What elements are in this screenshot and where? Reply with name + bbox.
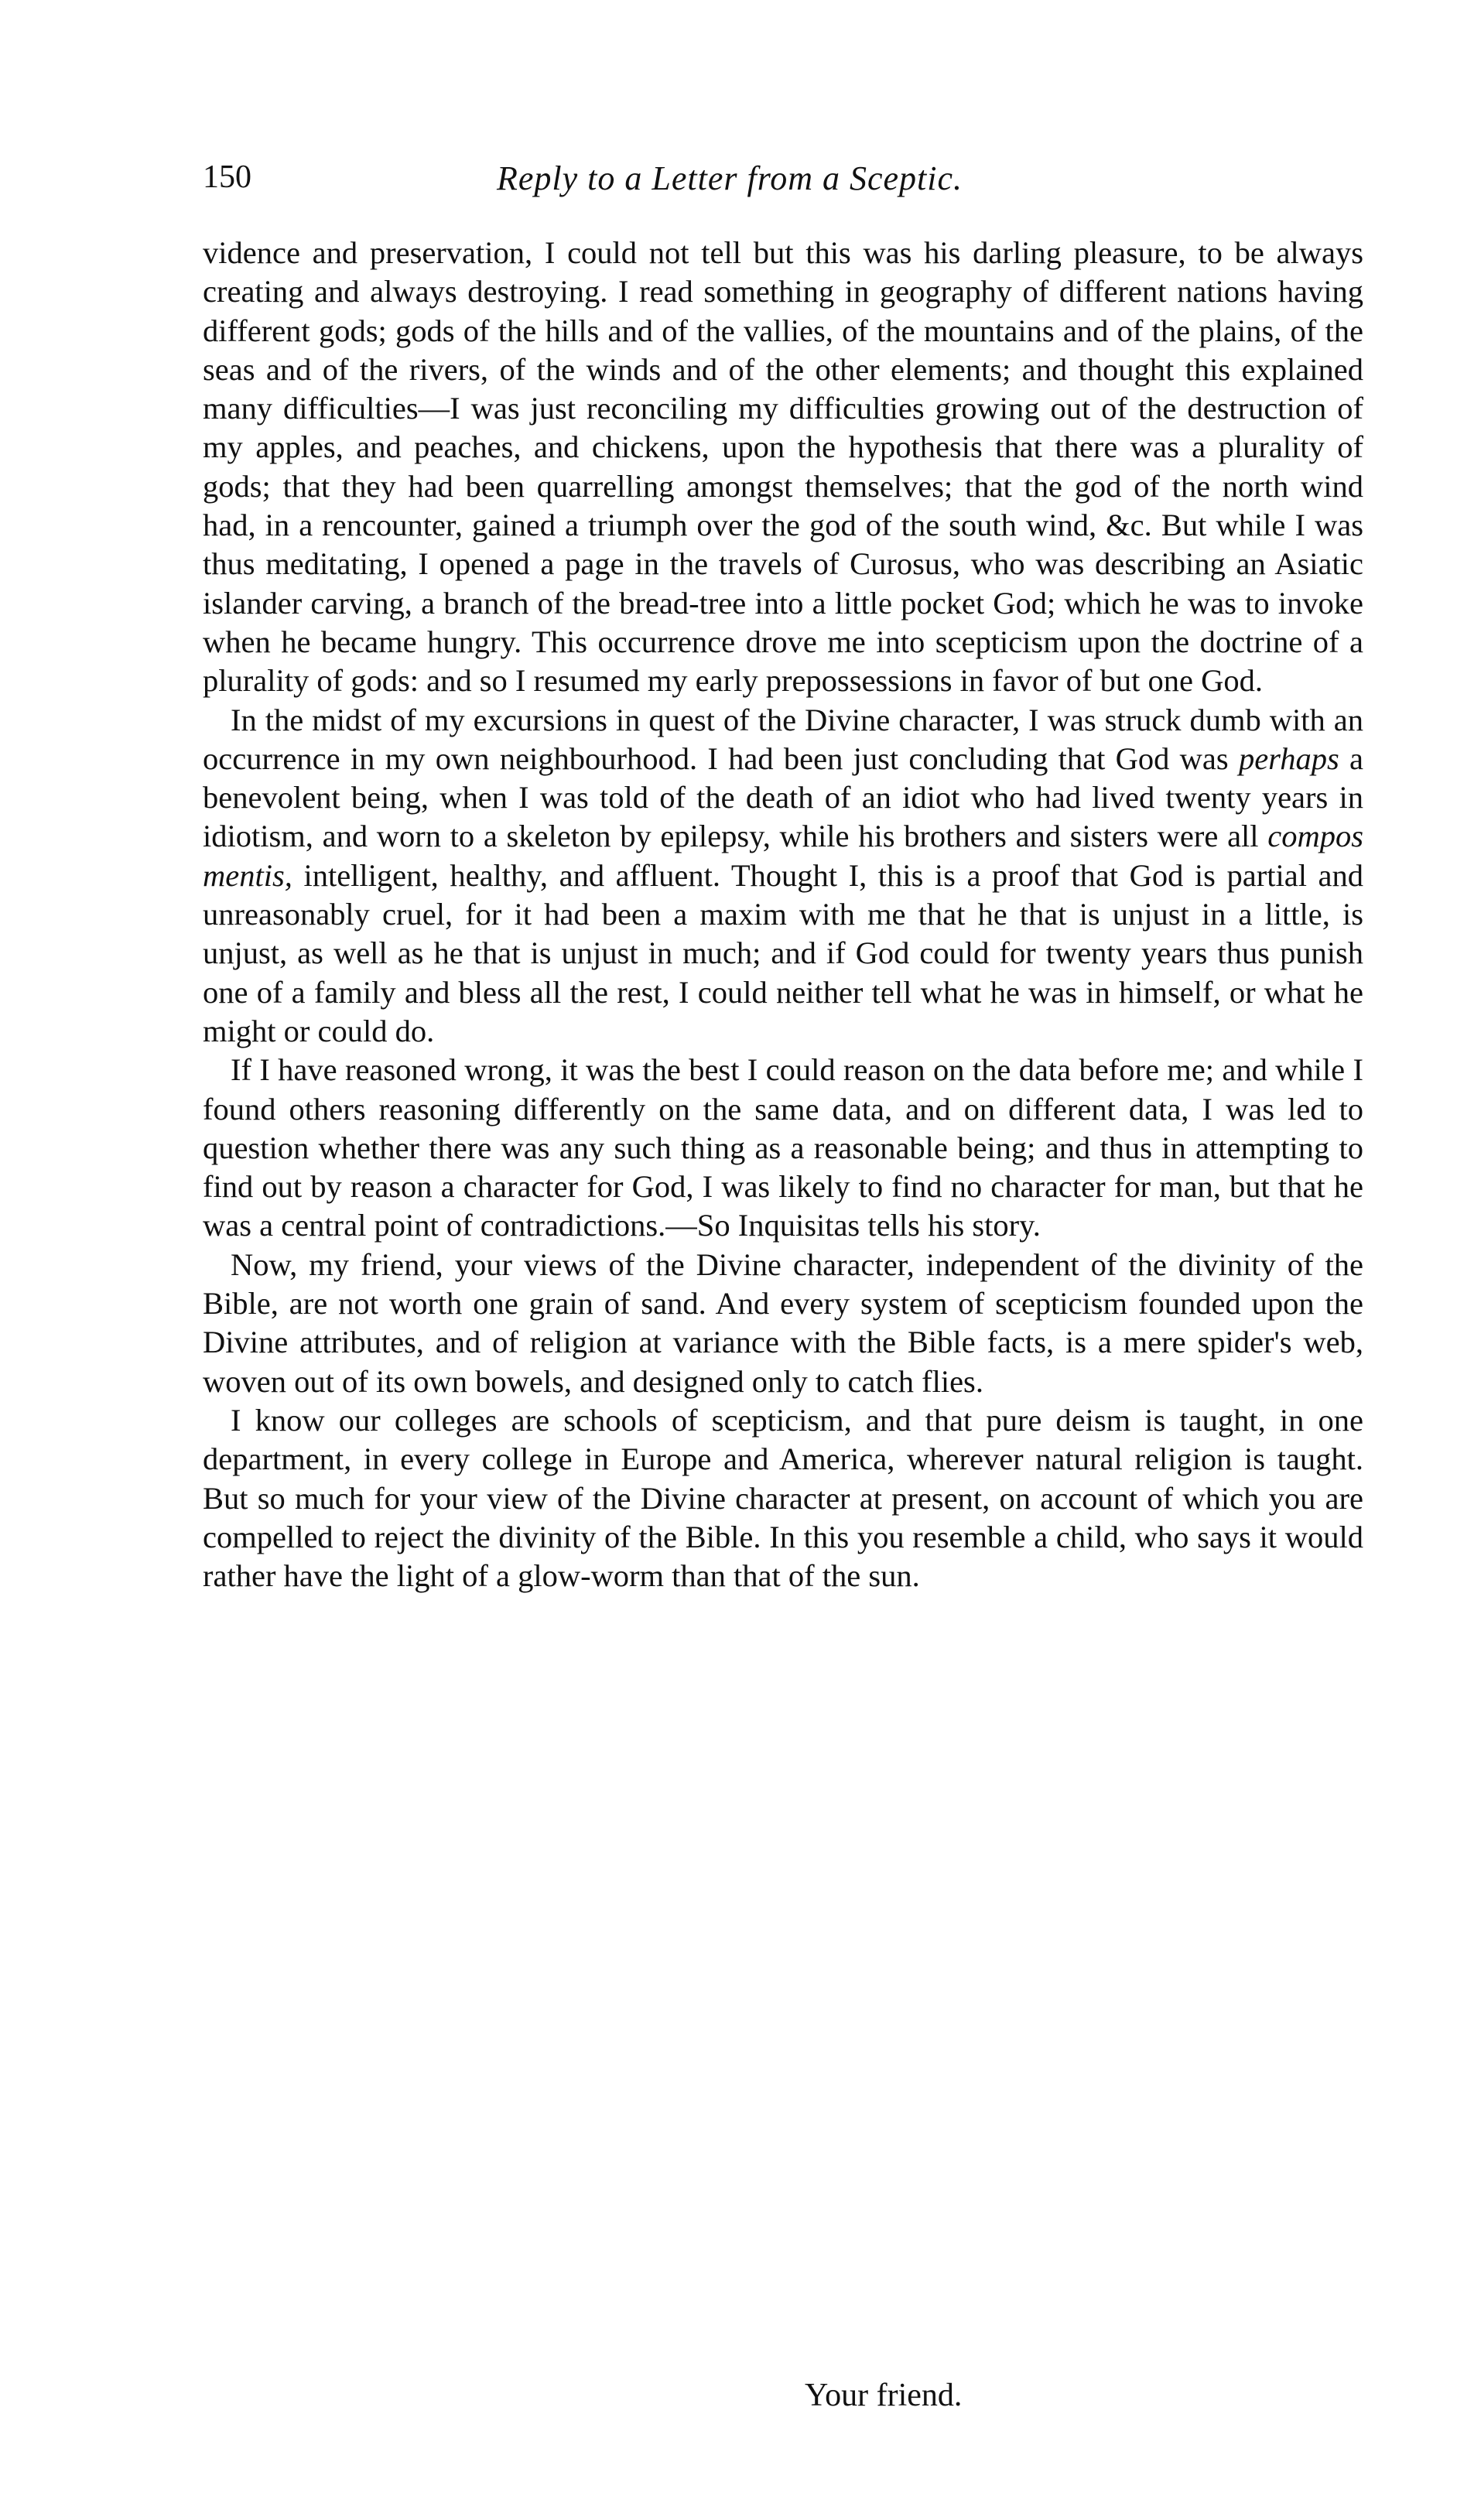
paragraph-continued [203,234,1363,701]
paragraph [203,701,1363,1051]
paragraph-text: Now, my friend, your views of the Divine character, independent of the divinity of the Bible, are not worth one grain of sand. And every system of scepticism founded upon the Divine attributes, and of religion at variance with the Bible facts, is a mere spider's web, woven out of its own bowels, and designed only to catch flies. [203,1246,1363,1399]
running-header [203,159,1363,205]
paragraph [203,1401,1363,1595]
paragraph-text: In the midst of my excursions in quest of the Divine character, I was struck dumb with an occurrence in my own neighbourhood. I had been just concluding that God was [203,702,1363,776]
paragraph-text: I know our colleges are schools of scepticism, and that pure deism is taught, in one department, in every college in Europe and America, wherever natural religion is taught. But so much for your view of the Divine character at present, on account of which you are compelled to reject the divinity of the Bible. In this you resemble a child, who says it would rather have the light of a glow-worm than that of the sun. [203,1402,1363,1594]
running-title: Reply to a Letter from a Sceptic. [497,159,963,197]
signoff: Your friend. [805,2378,963,2413]
paragraph [203,1051,1363,1245]
italic-word: perhaps [1238,740,1339,776]
page-number: 150 [203,159,251,195]
paragraph-text: If I have reasoned wrong, it was the best I could reason on the data before me; and while I found others reasoning differently on the same data, and on different data, I was led to question whether there was any such thing as a reasonable being; and thus in attempting to find out by reason a character for God, I was likely to find no character for man, but that he was a central point of contradictions.—So Inquisitas tells his story. [203,1052,1363,1243]
paragraph-text: a benevolent being, when I was told of the death of an idiot who had lived twenty years in idiotism, and worn to a skeleton by epilepsy, while his brothers and sisters were all [203,740,1363,854]
paragraph [203,1246,1363,1401]
paragraph-text: intelligent, healthy, and affluent. Thought I, this is a proof that God is partial and unreasonably cruel, for it had been a maxim with me that he that is unjust in a little, is unjust, as well as he that is unjust in much; and if God could for twenty years thus punish one of a family and bless all the rest, I could neither tell what he was in himself, or what he might or could do. [203,857,1363,1048]
paragraph-text: vidence and preservation, I could not tell but this was his darling pleasure, to be always creating and always destroying. I read something in geography of different nations having different gods; gods of the hills and of the vallies, of the mountains and of the plains, of the seas and of the rivers, of the winds and of the other elements; and thought this explained many difficulties—I was just reconciling my difficulties growing out of the destruction of my apples, and peaches, and chickens, upon the hypothesis that there was a plurality of gods; that they had been quarrelling amongst themselves; that the god of the north wind had, in a rencounter, gained a triumph over the god of the south wind, &c. But while I was thus meditating, I opened a page in the travels of Curosus, who was describing an Asiatic islander carving, a branch of the bread-tree into a little pocket God; which he was to invoke when he became hungry. This occurrence drove me into scepticism upon the doctrine of a plurality of gods: and so I resumed my early prepossessions in favor of but one God. [203,235,1363,699]
italic-phrase: compos mentis, [203,819,1363,893]
body-text [203,234,1363,1595]
